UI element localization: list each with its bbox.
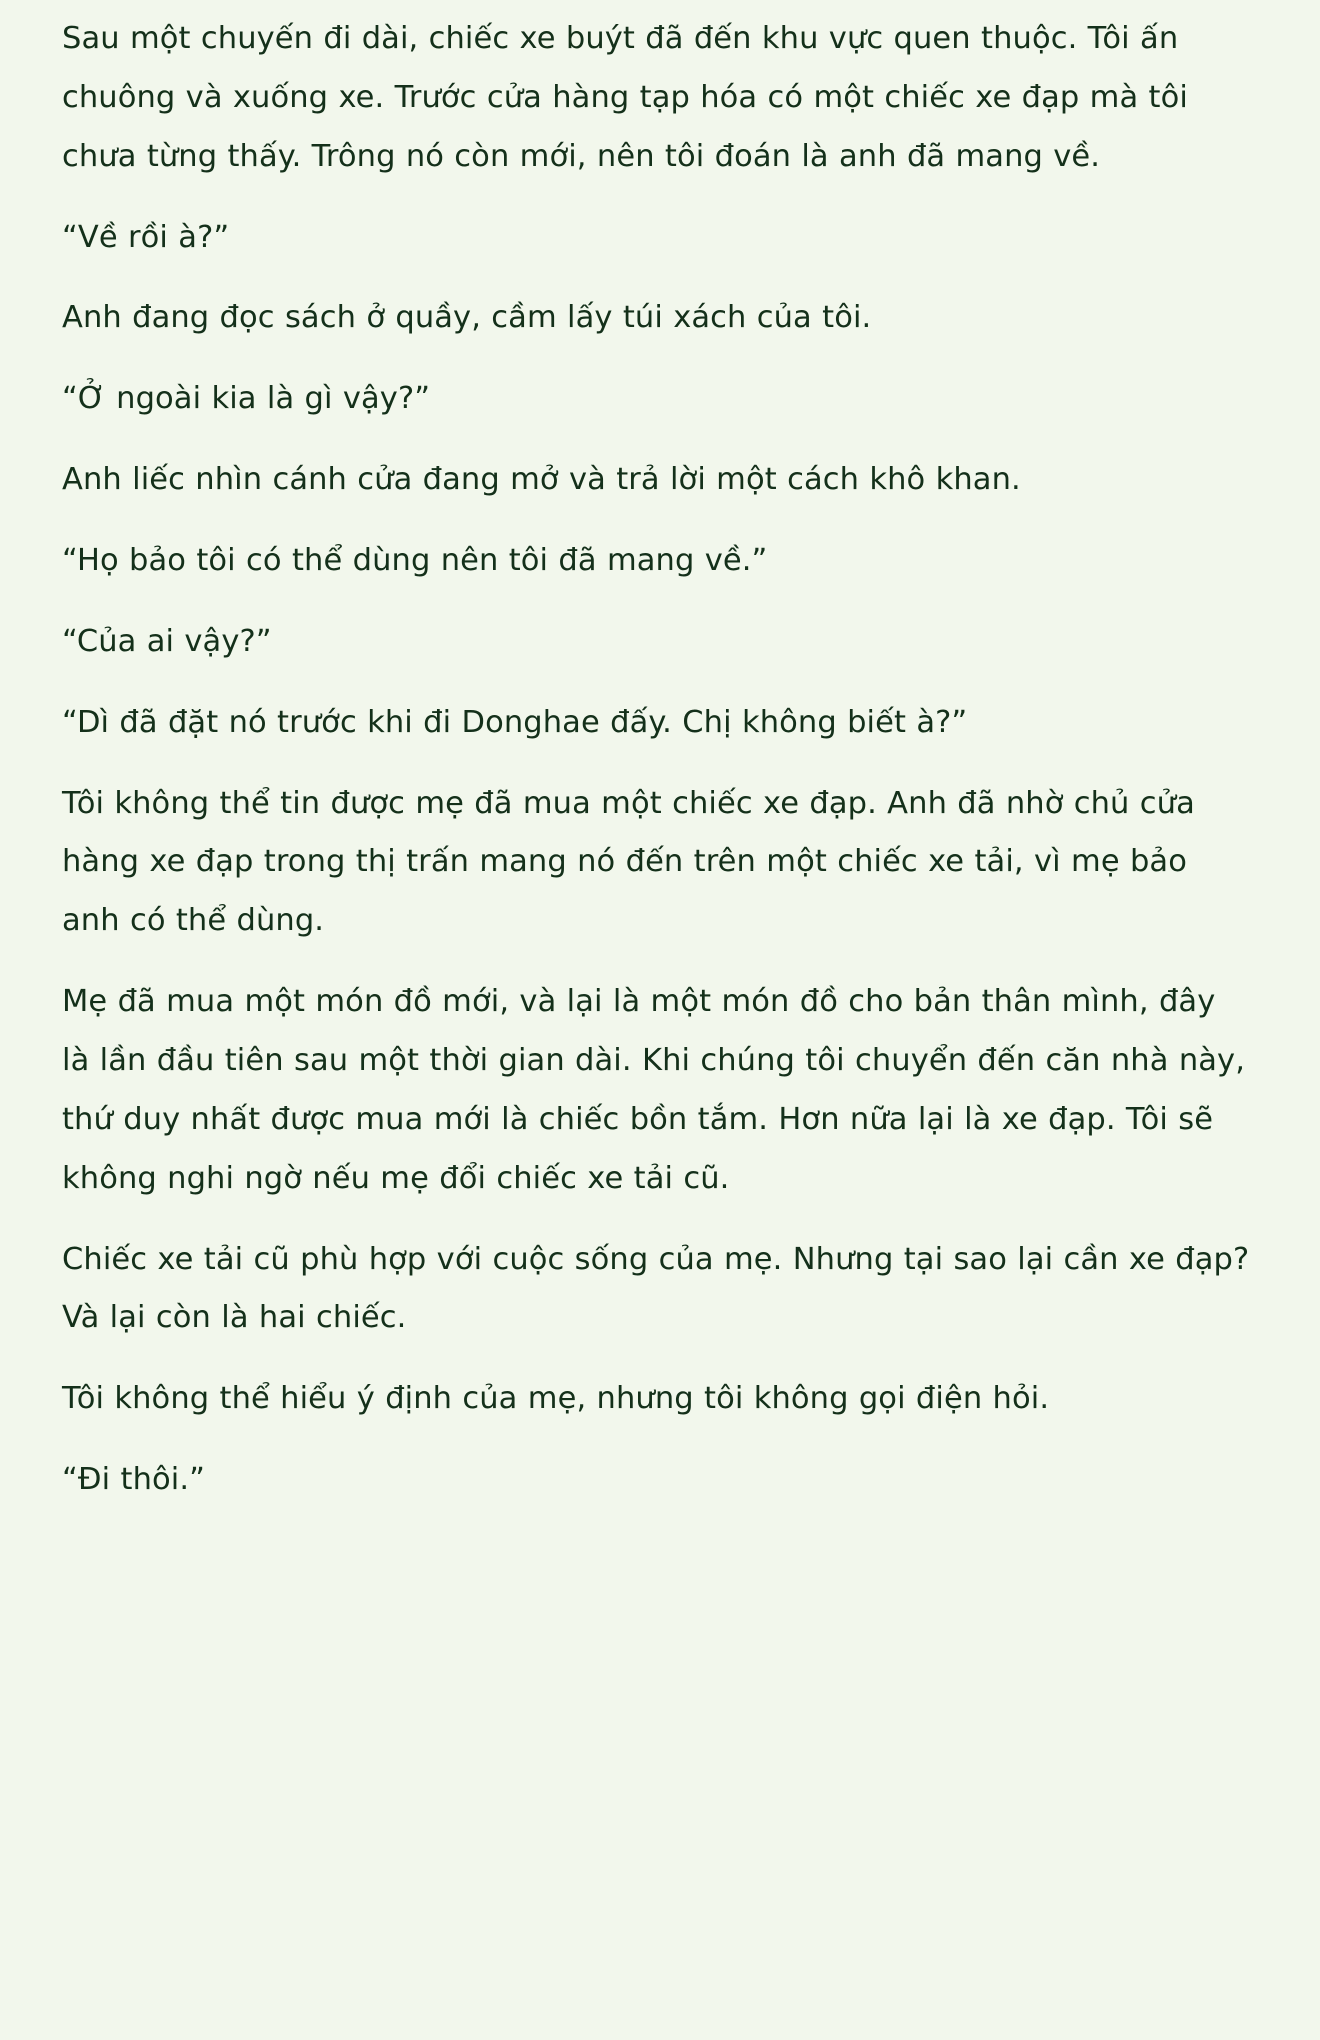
paragraph: “Dì đã đặt nó trước khi đi Donghae đấy. Chị không biết à?” xyxy=(62,704,968,740)
reader-text-body xyxy=(62,10,1250,1510)
paragraph: “Về rồi à?” xyxy=(62,219,230,255)
paragraph: Chiếc xe tải cũ phù hợp với cuộc sống của mẹ. Nhưng tại sao lại cần xe đạp? Và lại còn là hai chiếc. xyxy=(62,1241,1250,1336)
paragraph: “Của ai vậy?” xyxy=(62,623,272,659)
paragraph: “Ở ngoài kia là gì vậy?” xyxy=(62,381,431,417)
paragraph: Tôi không thể tin được mẹ đã mua một chiếc xe đạp. Anh đã nhờ chủ cửa hàng xe đạp trong thị trấn mang nó đến trên một chiếc xe tải, vì mẹ bảo anh có thể dùng. xyxy=(62,785,1195,939)
paragraph: Tôi không thể hiểu ý định của mẹ, nhưng tôi không gọi điện hỏi. xyxy=(62,1381,1050,1417)
paragraph: Anh liếc nhìn cánh cửa đang mở và trả lời một cách khô khan. xyxy=(62,462,1021,498)
paragraph: “Đi thôi.” xyxy=(62,1462,206,1498)
paragraph: Anh đang đọc sách ở quầy, cầm lấy túi xách của tôi. xyxy=(62,300,872,336)
paragraph: Mẹ đã mua một món đồ mới, và lại là một món đồ cho bản thân mình, đây là lần đầu tiên sau một thời gian dài. Khi chúng tôi chuyển đến căn nhà này, thứ duy nhất được mua mới là chiếc bồn tắm. Hơn nữa lại là xe đạp. Tôi sẽ không nghi ngờ nếu mẹ đổi chiếc xe tải cũ. xyxy=(62,984,1245,1196)
paragraph: “Họ bảo tôi có thể dùng nên tôi đã mang về.” xyxy=(62,543,768,579)
paragraph: Sau một chuyến đi dài, chiếc xe buýt đã đến khu vực quen thuộc. Tôi ấn chuông và xuống xe. Trước cửa hàng tạp hóa có một chiếc xe đạp mà tôi chưa từng thấy. Trông nó còn mới, nên tôi đoán là anh đã mang về. xyxy=(62,21,1188,174)
